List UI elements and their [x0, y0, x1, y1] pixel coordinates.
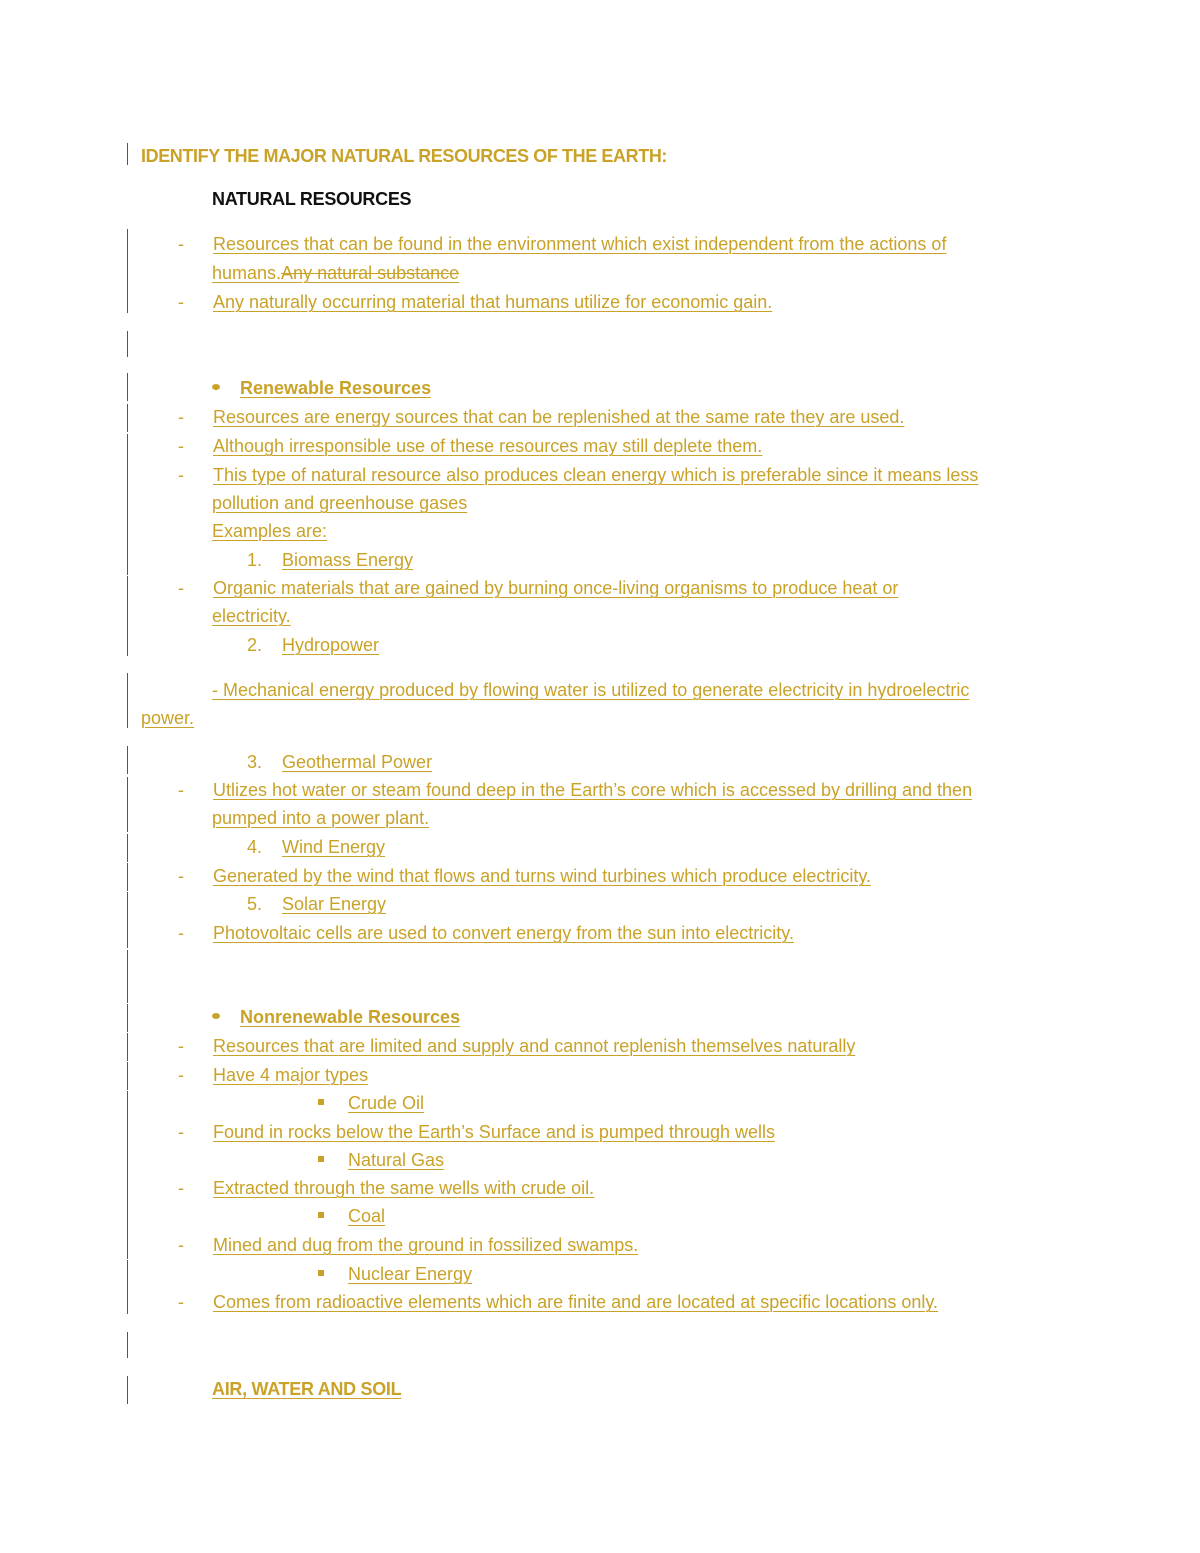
square-bullet-icon — [318, 1270, 324, 1276]
definition-line — [178, 233, 946, 255]
dash-marker: - — [178, 578, 184, 598]
nonrenewable-desc — [178, 1064, 368, 1086]
renewable-desc — [178, 464, 978, 486]
definition-line — [212, 262, 459, 284]
desc-text: Utlizes hot water or steam found deep in the Earth’s core which is accessed by drilling and then — [213, 780, 973, 800]
change-bar — [127, 520, 128, 575]
document-heading: IDENTIFY THE MAJOR NATURAL RESOURCES OF THE EARTH: — [141, 146, 668, 166]
change-bar — [127, 950, 128, 975]
renewable-desc — [178, 406, 904, 428]
example-item — [247, 751, 432, 773]
change-bar — [127, 1231, 128, 1259]
section-title: NATURAL RESOURCES — [212, 189, 412, 209]
type-desc — [178, 1291, 938, 1313]
dash-marker: - — [178, 1036, 184, 1056]
change-bar — [127, 673, 128, 728]
example-desc-cont: electricity. — [212, 606, 291, 626]
definition-text: humans. — [212, 263, 282, 283]
renewable-desc — [178, 435, 762, 457]
desc-text: Photovoltaic cells are used to convert energy from the sun into electricity. — [213, 923, 794, 943]
examples-label: Examples are: — [212, 521, 328, 541]
dash-marker: - — [178, 1292, 184, 1312]
change-bar — [127, 1147, 128, 1175]
change-bar — [127, 863, 128, 891]
item-label: Wind Energy — [282, 837, 386, 857]
nonrenewable-title: Nonrenewable Resources — [240, 1007, 461, 1027]
item-label: Solar Energy — [282, 894, 387, 914]
example-desc-cont: power. — [141, 708, 195, 728]
change-bar — [127, 1033, 128, 1061]
change-bar — [127, 1260, 128, 1288]
item-label: Natural Gas — [348, 1150, 445, 1170]
item-label: Hydropower — [282, 635, 380, 655]
example-item — [247, 549, 413, 571]
dash-marker: - — [178, 407, 184, 427]
change-bar — [127, 1376, 128, 1404]
dash-marker: - — [178, 1122, 184, 1142]
change-bar — [127, 1175, 128, 1203]
example-desc — [178, 577, 898, 599]
example-desc — [178, 779, 972, 801]
change-bar — [127, 331, 128, 357]
change-bar — [127, 1062, 128, 1090]
example-item — [247, 634, 379, 656]
item-label: Biomass Energy — [282, 550, 414, 570]
definition-text: Resources that can be found in the environment which exist independent from the actions of — [213, 234, 947, 254]
change-bar — [127, 1288, 128, 1314]
example-desc-cont: pumped into a power plant. — [212, 808, 430, 828]
square-bullet-icon — [318, 1212, 324, 1218]
item-number: 2. — [247, 635, 263, 655]
desc-text: Organic materials that are gained by burning once-living organisms to produce heat or — [213, 578, 899, 598]
change-bar — [127, 777, 128, 832]
desc-text: Mined and dug from the ground in fossilized swamps. — [213, 1235, 639, 1255]
nonrenewable-desc — [178, 1035, 855, 1057]
deleted-text: Any natural substance — [281, 263, 460, 283]
type-item — [318, 1092, 424, 1114]
square-bullet-icon — [318, 1156, 324, 1162]
change-bar — [127, 1119, 128, 1147]
desc-text: Found in rocks below the Earth’s Surface and is pumped through wells — [213, 1122, 775, 1142]
example-desc — [178, 922, 794, 944]
change-bar — [127, 229, 128, 313]
square-bullet-icon — [318, 1099, 324, 1105]
desc-text: Extracted through the same wells with crude oil. — [213, 1178, 595, 1198]
nonrenewable-heading — [212, 1006, 460, 1028]
type-desc — [178, 1234, 638, 1256]
dash-marker: - — [178, 465, 184, 485]
change-bar — [127, 462, 128, 520]
bullet-icon — [212, 1013, 220, 1019]
example-item — [247, 836, 385, 858]
dash-marker: - — [178, 1235, 184, 1255]
item-number: 1. — [247, 550, 263, 570]
desc-text: Comes from radioactive elements which are finite and are located at specific locations only. — [213, 1292, 939, 1312]
change-bar — [127, 834, 128, 862]
item-label: Crude Oil — [348, 1093, 425, 1113]
change-bar — [127, 1203, 128, 1231]
renewable-title: Renewable Resources — [240, 378, 432, 398]
change-bar — [127, 975, 128, 1003]
change-bar — [127, 434, 128, 462]
dash-marker: - — [178, 866, 184, 886]
dash-marker: - — [178, 923, 184, 943]
definition-line — [178, 291, 772, 313]
change-bar — [127, 746, 128, 774]
type-item — [318, 1205, 385, 1227]
definition-text: Any naturally occurring material that humans utilize for economic gain. — [213, 292, 773, 312]
renewable-desc-cont: pollution and greenhouse gases — [212, 493, 468, 513]
type-item — [318, 1149, 444, 1171]
dash-marker: - — [178, 1178, 184, 1198]
change-bar — [127, 1004, 128, 1032]
type-desc — [178, 1177, 594, 1199]
item-number: 3. — [247, 752, 263, 772]
example-item — [247, 893, 386, 915]
dash-marker: - — [178, 780, 184, 800]
example-desc: - Mechanical energy produced by flowing water is utilized to generate electricity in hydroelectric — [212, 680, 970, 700]
desc-text: Although irresponsible use of these resources may still deplete them. — [213, 436, 763, 456]
desc-text: Have 4 major types — [213, 1065, 369, 1085]
item-label: Coal — [348, 1206, 386, 1226]
change-bar — [127, 576, 128, 656]
desc-text: This type of natural resource also produces clean energy which is preferable since it means less — [213, 465, 979, 485]
renewable-heading — [212, 377, 431, 399]
example-desc — [178, 865, 871, 887]
change-bar — [127, 143, 128, 165]
desc-text: Resources that are limited and supply and cannot replenish themselves naturally — [213, 1036, 856, 1056]
change-bar — [127, 1091, 128, 1119]
type-item — [318, 1263, 472, 1285]
change-bar — [127, 920, 128, 948]
item-number: 5. — [247, 894, 263, 914]
item-label: Geothermal Power — [282, 752, 433, 772]
dash-marker: - — [178, 1065, 184, 1085]
change-bar — [127, 1332, 128, 1358]
change-bar — [127, 373, 128, 401]
desc-text: Generated by the wind that flows and turns wind turbines which produce electricity. — [213, 866, 872, 886]
item-label: Nuclear Energy — [348, 1264, 473, 1284]
desc-text: Resources are energy sources that can be replenished at the same rate they are used. — [213, 407, 905, 427]
change-bar — [127, 404, 128, 432]
type-desc — [178, 1121, 775, 1143]
bullet-icon — [212, 384, 220, 390]
dash-marker: - — [178, 436, 184, 456]
item-number: 4. — [247, 837, 263, 857]
dash-marker: - — [178, 292, 184, 312]
change-bar — [127, 892, 128, 920]
next-section-heading: AIR, WATER AND SOIL — [212, 1379, 402, 1399]
dash-marker: - — [178, 234, 184, 254]
